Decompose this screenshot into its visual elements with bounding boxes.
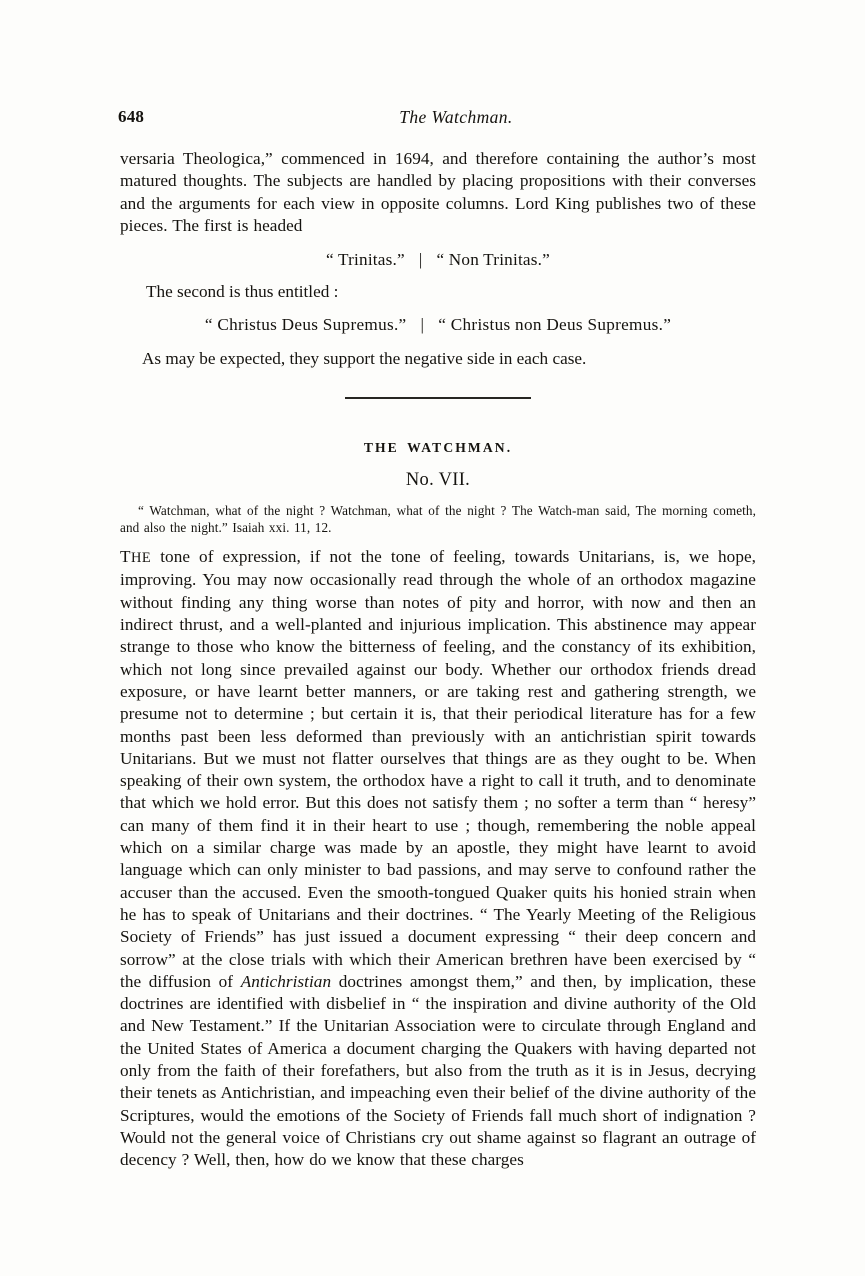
article-title: THE WATCHMAN. [363,440,513,456]
display-pair-christus [120,314,756,336]
running-head [118,107,758,131]
article-number: No. VII. [405,470,471,491]
pair-separator: | [418,250,423,270]
text-column [120,148,756,1172]
display-pair-trinitas [120,249,756,271]
italic-term-antichristian: Antichristian [240,971,332,991]
pair-separator: | [420,314,425,334]
second-pair-lead-in: The second is thus entitled : [146,282,339,302]
body-text-part-2: doctrines amongst them,” and then, by implication, these doctrines are identified with disbelief in “ the inspiration and divine authority of the Old and New Testament.” If the Unitarian Association were to circulate through England and the United States of America a document charging the Quakers with having departed not only from the faith of their forefathers, but also from the truth as it is in Jesus, decrying their tenets as Antichristian, and impeaching even their belief of the divine authority of the Scriptures, would the emotions of the Society of Friends fall much short of indignation ? Would not the general voice of Christians cry out shame against so flagrant an outrage of decency ? Well, then, how do we know that these charges [120,971,756,1170]
running-title: The Watchman. [399,107,513,127]
body-text-part-1: tone of expression, if not the tone of feeling, towards Unitarians, is, we hope, improving. You may now occasionally read through the whole of an orthodox magazine without finding any thing worse than notes of pity and horror, with now and then an indirect thrust, and a well-planted and injurious implication. This abstinence may appear strange to those who know the bitterness of feeling, and the constancy of its exhibition, which not long since prevailed against our body. Whether our orthodox friends dread exposure, or have learnt better manners, or are taking rest and gathering strength, we presume not to determine ; but certain it is, that their periodical literature has for a few months past been less deformed than previously with an antichristian spirit towards Unitarians. But we must not flatter ourselves that things are as they ought to be. When speaking of their own system, the orthodox have a right to call it truth, and to denominate that which we hold error. But this does not satisfy them ; no softer a term than “ heresy” can many of them find it in their heart to use ; though, remembering the noble appeal which on a similar charge was made by an apostle, they might have learnt to avoid language which can only minister to bad passions, and may serve to confound rather the accuser than the accused. Even the smooth-tongued Quaker quits his honied strain when he has to speak of Unitarians and their doctrines. “ The Yearly Meeting of the Religious Society of Friends” has just issued a document expressing “ their deep concern and sorrow” at the close trials with which their American brethren have been exercised by “ the diffusion of [120,547,756,991]
spacer [120,426,756,440]
pair-right-label: “ Christus non Deus Supremus.” [438,314,672,334]
spacer [120,237,756,249]
spacer [120,304,756,314]
article-body-paragraph [120,546,756,1171]
horizontal-rule [345,397,531,399]
drop-cap-letter: T [120,547,131,567]
scripture-epigraph: “ Watchman, what of the night ? Watchman, what of the night ? The Watch-man said, The morning cometh, and also the night.” Isaiah xxi. 11, 12. [120,503,756,535]
closing-line: As may be expected, they support the negative side in each case. [142,349,587,369]
spacer [120,536,756,546]
pair-left-label: “ Trinitas.” [326,250,405,270]
section-divider [120,370,756,426]
small-caps-rest: HE [131,550,152,567]
spacer [120,336,756,348]
spacer [120,271,756,281]
spacer [120,491,756,503]
page-folio: 648 [118,107,145,126]
pair-left-label: “ Christus Deus Supremus.” [204,314,407,334]
continued-paragraph: versaria Theologica,” commenced in 1694, and therefore containing the author’s most matured thoughts. The subjects are handled by placing propositions with their converses and the arguments for each view in opposite columns. Lord King publishes two of these pieces. The first is headed [120,149,756,235]
spacer [120,456,756,470]
small-caps-opening [120,547,152,567]
pair-right-label: “ Non Trinitas.” [436,250,550,270]
